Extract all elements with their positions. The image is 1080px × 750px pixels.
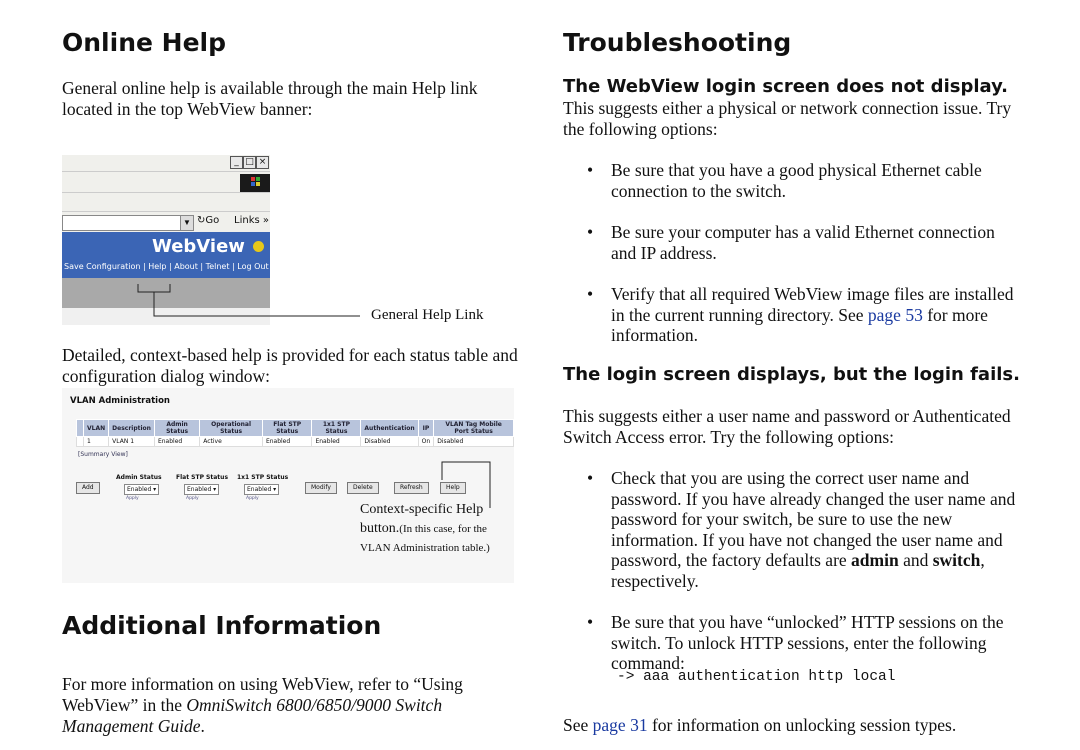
admin-status-select: Enabled ▾ [124,484,159,495]
vlan-table-header-cell: VLAN [84,420,109,437]
online-help-heading: Online Help [62,28,226,57]
flat-stp-label: Flat STP Status [176,474,229,481]
list-item: • Be sure your computer has a valid Ethernet connection and IP address. [587,222,995,263]
table-cell: 1 [84,437,109,447]
table-cell: Enabled [312,437,361,447]
table-cell: Disabled [361,437,418,447]
table-cell: Enabled [262,437,312,447]
vlan-table-header-cell: 1x1 STP Status [312,420,361,437]
help-link-caption: General Help Link [371,307,484,323]
summary-view-link: [Summary View] [78,451,128,458]
login-not-display-subheading: The WebView login screen does not display. [563,76,1009,97]
banner-menu: Save Configuration | Help | About | Telnet | Log Out [64,262,269,271]
vlan-table-header-cell: Admin Status [154,420,199,437]
vlan-admin-screenshot [62,388,514,583]
apply-label: Apply [186,496,199,501]
vlan-table-header-cell: VLAN Tag Mobile Port Status [434,420,514,437]
list-item: • Be sure that you have a good physical Ethernet cable connection to the switch. [587,160,982,201]
webview-banner [62,232,270,278]
flat-stp-select: Enabled ▾ [184,484,219,495]
window-titlebar [62,155,270,171]
bullet-list-1 [587,160,1017,346]
unlock-command: -> aaa authentication http local [617,669,896,685]
maximize-icon: □ [243,156,256,169]
see-page-31-paragraph: See page 31 for information on unlocking session types. [563,715,957,735]
browser-toolbar-row [62,192,270,211]
go-button: ↻Go [197,215,220,226]
additional-info-paragraph: For more information on using WebView, refer to “Using WebView” in the OmniSwitch 6800/6850/9000 Switch Management Guide. [62,674,463,736]
page-53-link[interactable]: page 53 [867,304,923,325]
table-cell: Enabled [154,437,199,447]
minimize-icon: _ [230,156,243,169]
admin-status-label: Admin Status [116,474,162,481]
list-item: • Verify that all required WebView image files are installed in the current running directory. See page 53 for more information. [587,284,1014,345]
links-button: Links » [234,215,269,226]
default-password: switch [932,550,981,570]
address-input [62,215,192,231]
page-31-link[interactable]: page 31 [592,715,648,735]
close-icon: × [256,156,269,169]
bullet-list-2 [587,468,1017,674]
online-help-paragraph: General online help is available through the main Help link located in the top WebView banner: [62,78,478,119]
apply-label: Apply [126,496,139,501]
refresh-button: Refresh [394,482,429,494]
table-cell: Active [200,437,263,447]
modify-button: Modify [305,482,337,494]
default-username: admin [851,550,899,570]
vlan-table-header-cell: Authentication [361,420,418,437]
vlan-table-header-cell: Operational Status [200,420,263,437]
context-help-caption: Context-specific Help button.(In this case, for the VLAN Administration table.) [360,502,490,554]
help-button: Help [440,482,466,494]
vlan-table-header-cell: Description [109,420,155,437]
apply-label: Apply [246,496,259,501]
chevron-down-icon: ▼ [180,215,194,231]
webview-banner-title: WebView [152,236,245,257]
help-link-callout [62,280,362,320]
windows-logo-icon [240,174,270,192]
delete-button: Delete [347,482,379,494]
troubleshooting-heading: Troubleshooting [563,28,792,57]
context-help-paragraph: Detailed, context-based help is provided for each status table and configuration dialog window: [62,345,518,386]
login-fails-subheading: The login screen displays, but the login fails. [563,364,1020,385]
vlan-admin-title: VLAN Administration [70,396,170,406]
browser-menu-row [62,171,270,192]
list-item: • Be sure that you have “unlocked” HTTP sessions on the switch. To unlock HTTP sessions, enter the following command: [587,612,1004,673]
table-cell: On [418,437,434,447]
browser-address-row [62,211,270,232]
additional-info-heading: Additional Information [62,611,382,640]
stp-1x1-select: Enabled ▾ [244,484,279,495]
guide-title: OmniSwitch 6800/6850/9000 Switch Management Guide [62,695,443,736]
list-item: • Check that you are using the correct user name and password. If you have already changed the user name and password for your switch, be sure to use the new information. If you have not changed the user name and password, the factory defaults are admin and switch, respectively. [587,468,1016,591]
vlan-table-header-cell: IP [418,420,434,437]
add-button: Add [76,482,100,494]
login-fails-paragraph: This suggests either a user name and password or Authenticated Switch Access error. Try the following options: [563,406,1011,447]
table-cell: Disabled [434,437,514,447]
stp-1x1-label: 1x1 STP Status [237,474,289,481]
table-cell: VLAN 1 [109,437,155,447]
status-light-icon [253,241,264,252]
vlan-table-header-cell: Flat STP Status [262,420,312,437]
login-not-display-paragraph: This suggests either a physical or network connection issue. Try the following options: [563,98,1012,139]
